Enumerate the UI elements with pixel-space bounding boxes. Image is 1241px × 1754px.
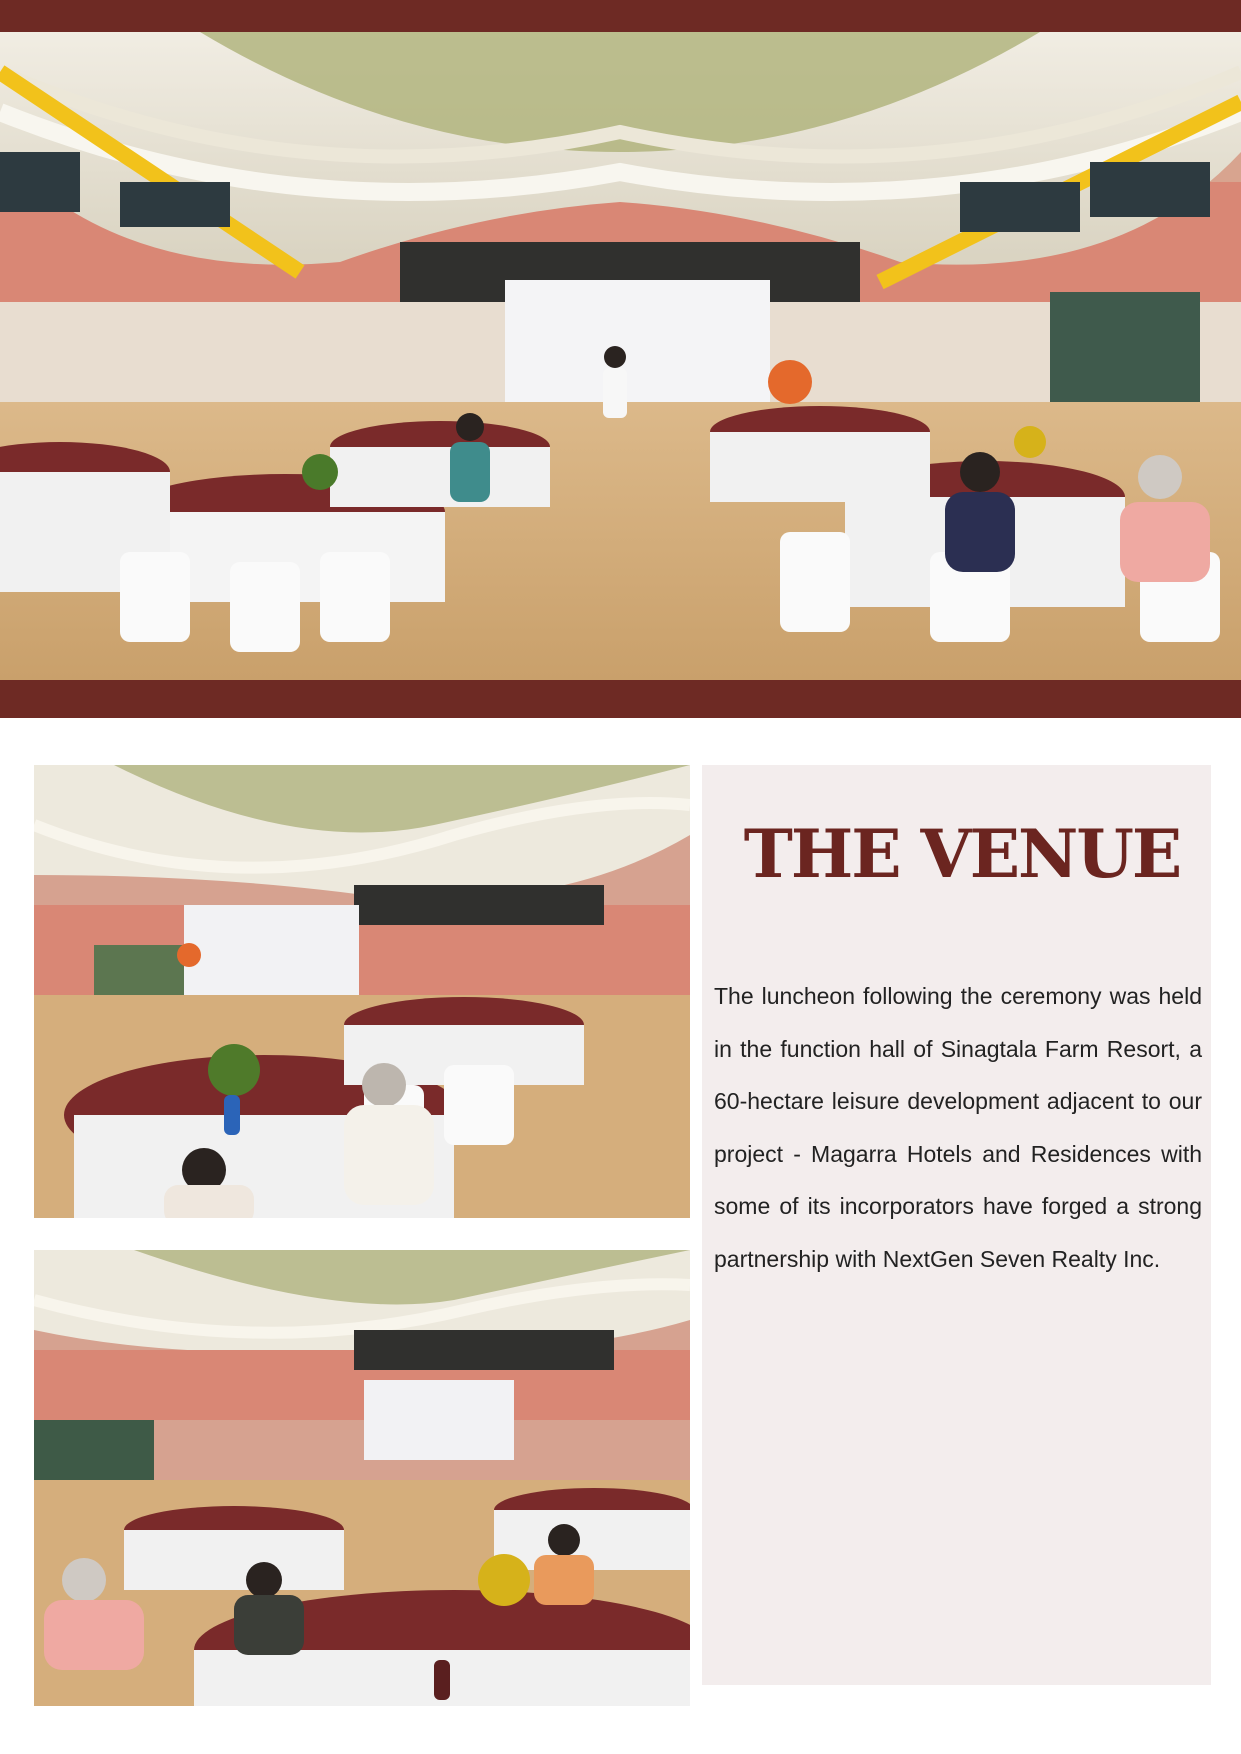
hero-photo-function-hall [0,32,1241,680]
photo-guests-dining [34,765,690,1218]
hero-bottom-band [0,680,1241,718]
venue-text-panel [702,765,1211,1685]
venue-title: THE VENUE [743,815,1181,893]
photo-hall-overview [34,1250,690,1706]
venue-description: The luncheon following the ceremony was held in the function hall of Sinagtala Farm Resort, a 60-hectare leisure development adjacent to our project - Magarra Hotels and Residences with some of its incorporators have forged a strong partnership with NextGen Seven Realty Inc. [714,983,1202,1272]
hero-top-band [0,0,1241,32]
